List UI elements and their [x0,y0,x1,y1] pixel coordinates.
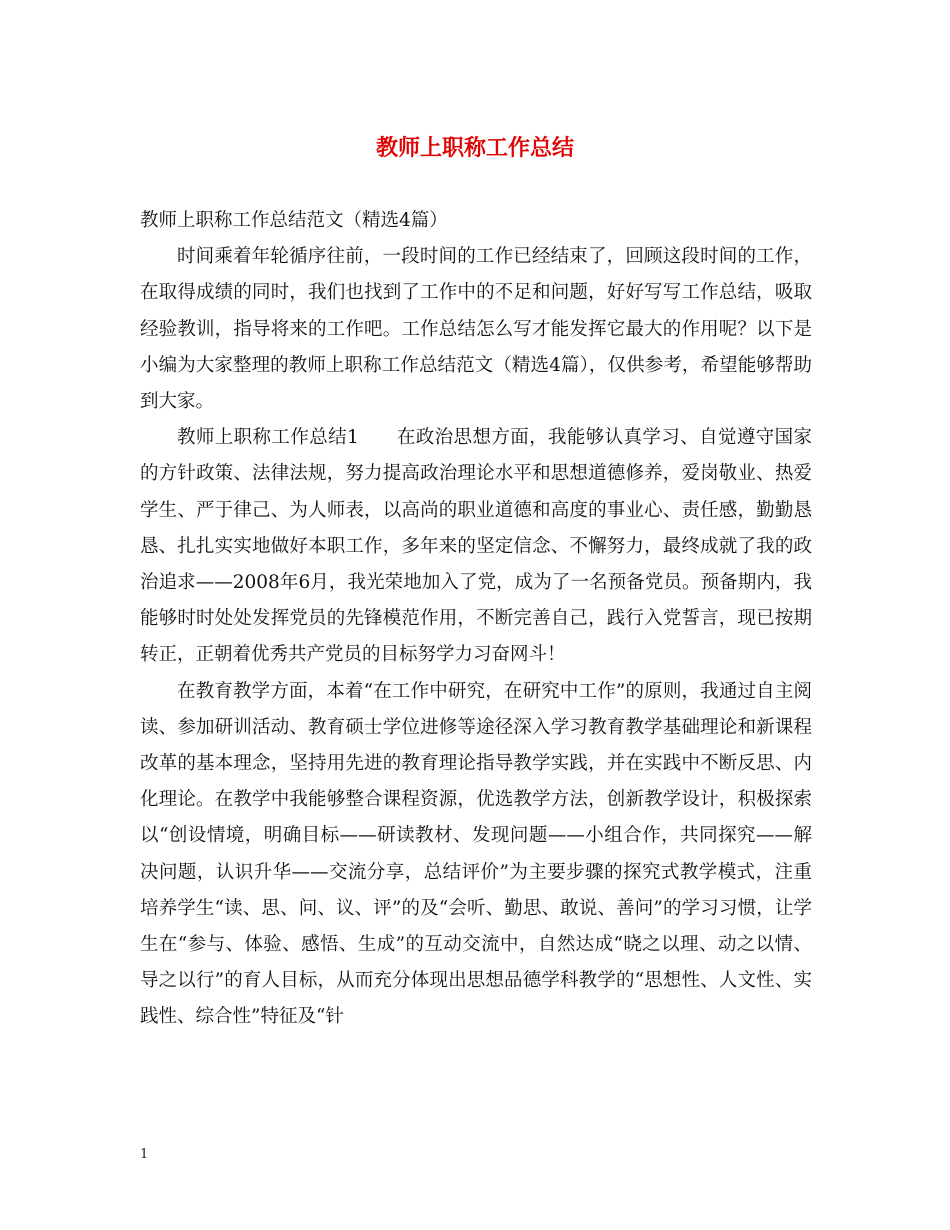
document-title: 教师上职称工作总结 [375,135,574,161]
paragraph-political: 教师上职称工作总结1 在政治思想方面，我能够认真学习、自觉遵守国家的方针政策、法律法规，努力提高政治理论水平和思想道德修养，爱岗敬业、热爱学生、严于律己、为人师表，以高尚的职业道德和高度的事业心、责任感，勤勤恳恳、扎扎实实地做好本职工作，多年来的坚定信念、不懈努力，最终成就了我的政治追求——2008年6月，我光荣地加入了党，成为了一名预备党员。预备期内，我能够时时处处发挥党员的先锋模范作用，不断完善自己，践行入党誓言，现已按期转正，正朝着优秀共产党员的目标努学力习奋网斗！ [140,427,812,666]
paragraph-intro: 时间乘着年轮循序往前，一段时间的工作已经结束了，回顾这段时间的工作，在取得成绩的同时，我们也找到了工作中的不足和问题，好好写写工作总结，吸取经验教训，指导将来的工作吧。工作总结怎么写才能发挥它最大的作用呢？以下是小编为大家整理的教师上职称工作总结范文（精选4篇），仅供参考，希望能够帮助到大家。 [140,246,812,413]
page-number: 1 [140,1147,149,1162]
document-subtitle: 教师上职称工作总结范文（精选4篇） [140,210,448,231]
document-body [140,203,812,1036]
paragraph-teaching: 在教育教学方面，本着“在工作中研究，在研究中工作”的原则，我通过自主阅读、参加研训活动、教育硕士学位进修等途径深入学习教育教学基础理论和新课程改革的基本理念，坚持用先进的教育理论指导教学实践，并在实践中不断反思、内化理论。在教学中我能够整合课程资源，优选教学方法，创新教学设计，积极探索以“创设情境，明确目标——研读教材、发现问题——小组合作，共同探究——解决问题，认识升华——交流分享，总结评价”为主要步骤的探究式教学模式，注重培养学生“读、思、问、议、评”的及“会听、勤思、敢说、善问”的学习习惯，让学生在“参与、体验、感悟、生成”的互动交流中，自然达成“晓之以理、动之以情、导之以行”的育人目标，从而充分体现出思想品德学科教学的“思想性、人文性、实践性、综合性”特征及“针 [140,680,812,1028]
